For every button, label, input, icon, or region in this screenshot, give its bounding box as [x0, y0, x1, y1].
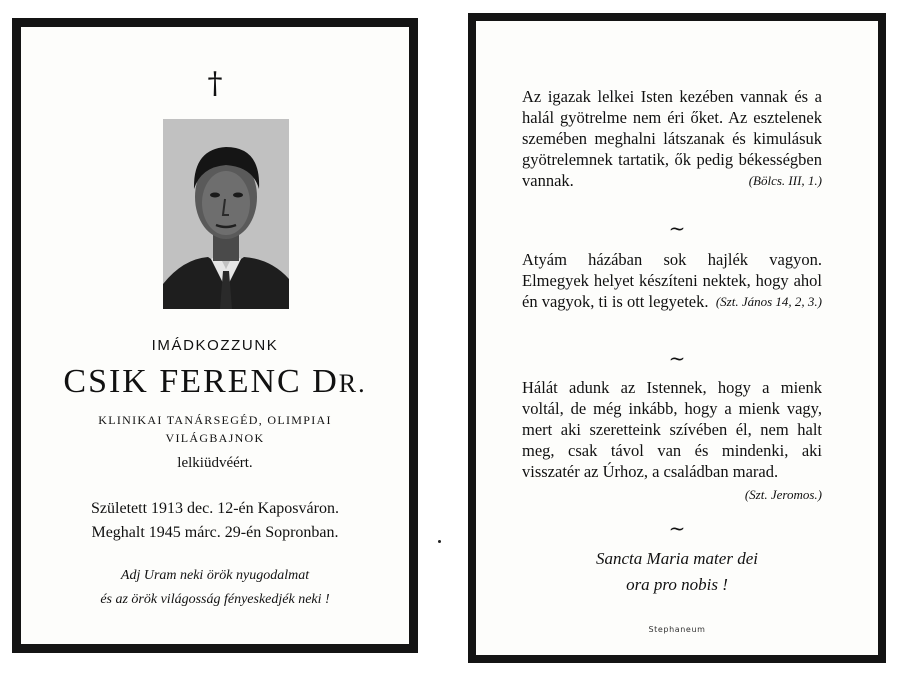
verse-2-reference: (Szt. János 14, 2, 3.): [715, 294, 822, 309]
divider-1: ~: [668, 216, 686, 240]
memorial-card-front: [12, 18, 418, 653]
verse-1-text: Az igazak lelkei Isten kezében vannak és a halál gyötrelme nem éri őket. Az esztelenek szemében meghalni látszanak és kimulásuk gyötrelemnek tartatik, ők pedig békességben vannak.: [522, 87, 822, 190]
name-main: CSIK FERENC D: [63, 363, 339, 400]
prayer-line-1: Adj Uram neki örök nyugodalmat: [120, 568, 310, 583]
divider-3: ~: [668, 516, 686, 540]
portrait-image: [163, 119, 289, 309]
birth-date: Született 1913 dec. 12-én Kaposváron.: [91, 500, 339, 517]
divider-2: ~: [668, 346, 686, 370]
speck: [438, 540, 441, 543]
prayer-line-2: és az örök világosság fényeskedjék neki !: [100, 592, 330, 607]
verse-3: [522, 377, 822, 505]
sancta-line-2: ora pro nobis !: [626, 575, 728, 594]
sancta-line-1: Sancta Maria mater dei: [596, 549, 758, 568]
sancta-maria-prayer: [476, 546, 878, 598]
closing-prayer: [21, 564, 409, 612]
memorial-card-back: [468, 13, 886, 663]
verse-3-text: Hálát adunk az Istennek, hogy a mienk voltál, de még inkább, hogy a mienk vagy, mert aki szeretteink szívében él, nem halt meg, csak távol van és mindenki, aki visszatér az Úrhoz, a családban marad.: [522, 378, 822, 481]
title-line-2: VILÁGBAJNOK: [165, 431, 265, 445]
death-date: Meghalt 1945 márc. 29-én Sopronban.: [91, 524, 339, 541]
verse-2-text: Atyám házában sok hajlék vagyon. Elmegyek helyet készíteni nektek, hogy ahol én vagyok, ti is ott legyetek.: [522, 250, 822, 311]
title-line-1: KLINIKAI TANÁRSEGÉD, OLIMPIAI: [98, 413, 332, 427]
verse-3-reference: (Szt. Jeromos.): [744, 487, 822, 502]
printer-mark: Stephaneum: [648, 625, 706, 634]
verse-1-reference: (Bölcs. III, 1.): [748, 173, 822, 188]
cross-icon: †: [207, 66, 223, 101]
deceased-name: [21, 363, 409, 401]
verse-2: [522, 249, 822, 312]
deceased-title: [21, 411, 409, 447]
portrait-photo: [163, 119, 289, 309]
verse-1: [522, 86, 822, 191]
prayer-heading: IMÁDKOZZUNK: [151, 337, 279, 354]
name-suffix: R.: [338, 369, 367, 398]
soul-text: lelkiüdvéért.: [177, 455, 253, 471]
life-dates: [21, 497, 409, 545]
